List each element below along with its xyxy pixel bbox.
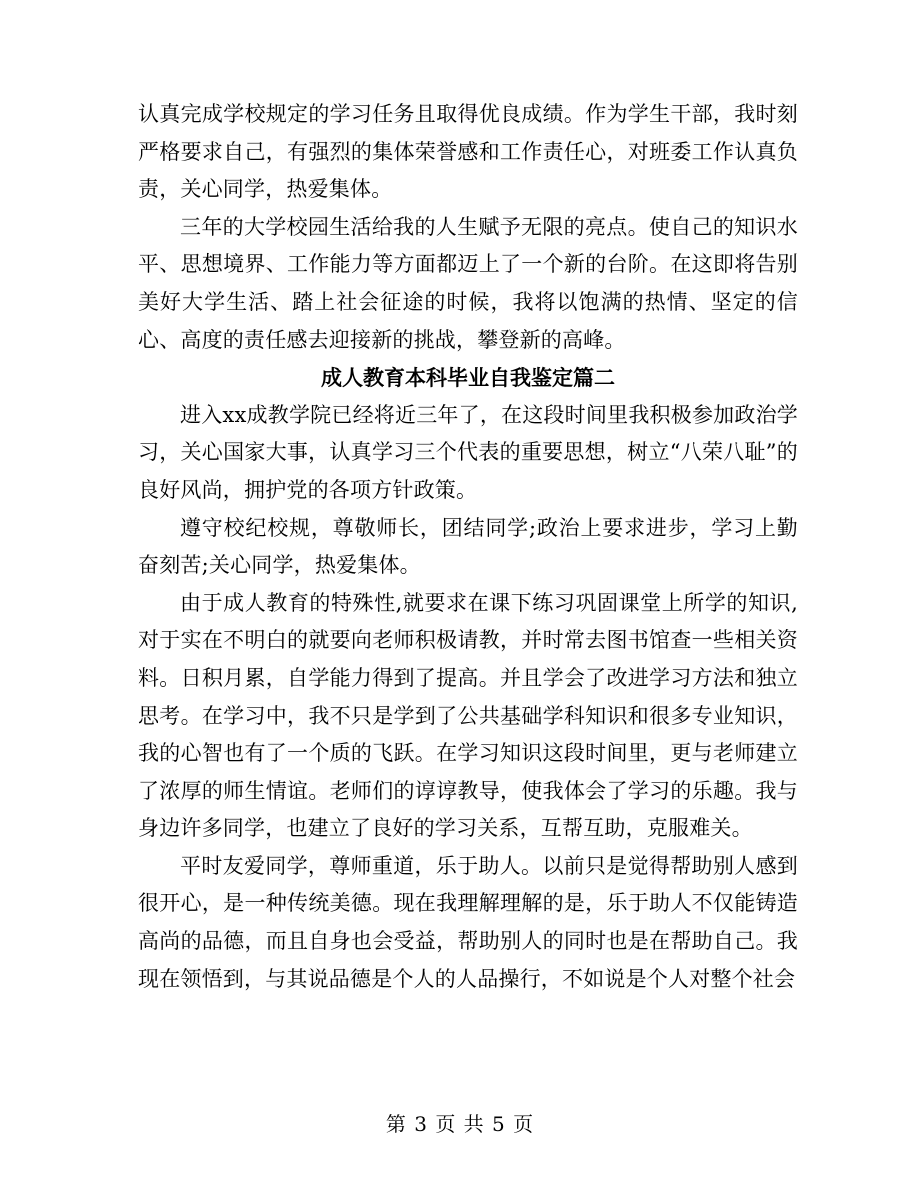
paragraph-6: 平时友爱同学，尊师重道，乐于助人。以前只是觉得帮助别人感到很开心，是一种传统美德。现在我理解理解的是，乐于助人不仅能铸造高尚的品德，而且自身也会受益，帮助别人的同时也是在帮助自己。我现在领悟到，与其说品德是个人的人品操行，不如说是个人对整个社会 — [138, 853, 798, 991]
paragraph-5: 由于成人教育的特殊性,就要求在课下练习巩固课堂上所学的知识,对于实在不明白的就要向老师积极请教，并时常去图书馆查一些相关资料。日积月累，自学能力得到了提高。并且学会了改进学习方法和独立思考。在学习中，我不只是学到了公共基础学科知识和很多专业知识，我的心智也有了一个质的飞跃。在学习知识这段时间里，更与老师建立了浓厚的师生情谊。老师们的谆谆教导，使我体会了学习的乐趣。我与身边许多同学，也建立了良好的学习关系，互帮互助，克服难关。 — [138, 590, 798, 841]
page-number-footer: 第 3 页 共 5 页 — [385, 1112, 535, 1136]
paragraph-3: 进入xx成教学院已经将近三年了，在这段时间里我积极参加政治学习，关心国家大事，认真学习三个代表的重要思想，树立“八荣八耻”的良好风尚，拥护党的各项方针政策。 — [138, 402, 798, 502]
document-body — [138, 96, 798, 998]
section-heading: 成人教育本科毕业自我鉴定篇二 — [321, 365, 615, 391]
paragraph-1: 认真完成学校规定的学习任务且取得优良成绩。作为学生干部，我时刻严格要求自己，有强烈的集体荣誉感和工作责任心，对班委工作认真负责，关心同学，热爱集体。 — [138, 102, 798, 202]
paragraph-4: 遵守校纪校规，尊敬师长，团结同学;政治上要求进步，学习上勤奋刻苦;关心同学，热爱集体。 — [138, 515, 798, 578]
paragraph-2: 三年的大学校园生活给我的人生赋予无限的亮点。使自己的知识水平、思想境界、工作能力等方面都迈上了一个新的台阶。在这即将告别美好大学生活、踏上社会征途的时候，我将以饱满的热情、坚定的信心、高度的责任感去迎接新的挑战，攀登新的高峰。 — [138, 214, 798, 352]
